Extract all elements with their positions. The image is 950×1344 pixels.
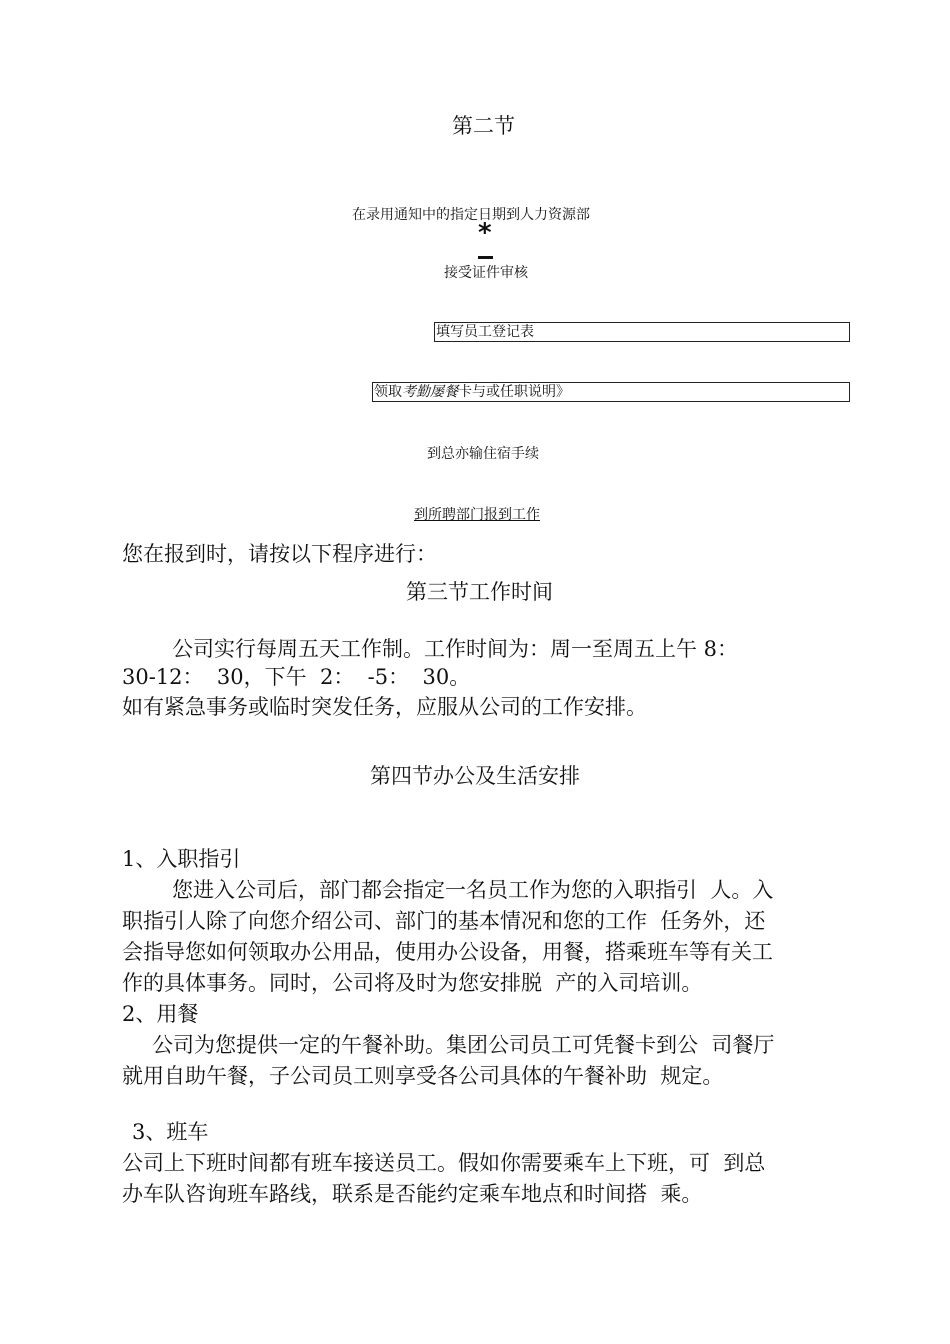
flow-step-report-department: 到所聘部门报到工作 [414,507,540,523]
flow-step-collect-cards-box [372,382,850,402]
flow-step-collect-cards [374,383,570,401]
section4-title: 第四节办公及生活安排 [370,764,580,788]
item3-heading: 3、班车 [132,1120,209,1144]
item1-heading: 1、入职指引 [122,847,241,871]
flow-step-collect-italic: 考勤屡餐 [402,384,458,400]
flow-step-document-review: 接受证件审核 [444,265,528,281]
item2-heading: 2、用餐 [122,1002,199,1026]
flow-step-collect-prefix: 领取 [374,384,402,400]
flow-step-accommodation: 到总亦输住宿手续 [427,446,539,462]
item2-line-2: 就用自助午餐，子公司员工则享受各公司具体的午餐补助 规定。 [122,1064,724,1088]
item1-line-4: 作的具体事务。同时，公司将及时为您安排脱 产的入司培训。 [122,971,703,995]
flow-step-report-to-hr: 在录用通知中的指定日期到人力资源部 [352,207,590,223]
flow-step-registration-form: 填写员工登记表 [436,324,534,340]
flow-step-registration-form-box [434,322,850,342]
flow-star-mark: * [478,218,492,248]
procedure-intro-text: 您在报到时，请按以下程序进行： [122,542,437,566]
work-hours-line-3: 如有紧急事务或临时突发任务，应服从公司的工作安排。 [122,695,647,719]
item3-line-2: 办车队咨询班车路线，联系是否能约定乘车地点和时间搭 乘。 [122,1182,703,1206]
item1-line-1: 您进入公司后，部门都会指定一名员工作为您的入职指引 人。入 [172,878,774,902]
section3-title: 第三节工作时间 [406,580,553,604]
item3-line-1: 公司上下班时间都有班车接送员工。假如你需要乘车上下班，可 到总 [122,1151,766,1175]
item2-line-1: 公司为您提供一定的午餐补助。集团公司员工可凭餐卡到公 司餐厅 [152,1033,775,1057]
work-hours-line-1: 公司实行每周五天工作制。工作时间为：周一至周五上午 8： [172,637,739,661]
flow-dash-mark [478,256,493,259]
item1-line-3: 会指导您如何领取办公用品，使用办公设备，用餐，搭乘班车等有关工 [122,940,773,964]
item1-line-2: 职指引人除了向您介绍公司、部门的基本情况和您的工作 任务外，还 [122,909,766,933]
work-hours-line-2: 30-12： 30，下午 2： -5： 30。 [122,665,471,689]
section2-title: 第二节 [452,114,515,138]
flow-step-collect-suffix: 卡与或任职说明》 [458,384,570,400]
